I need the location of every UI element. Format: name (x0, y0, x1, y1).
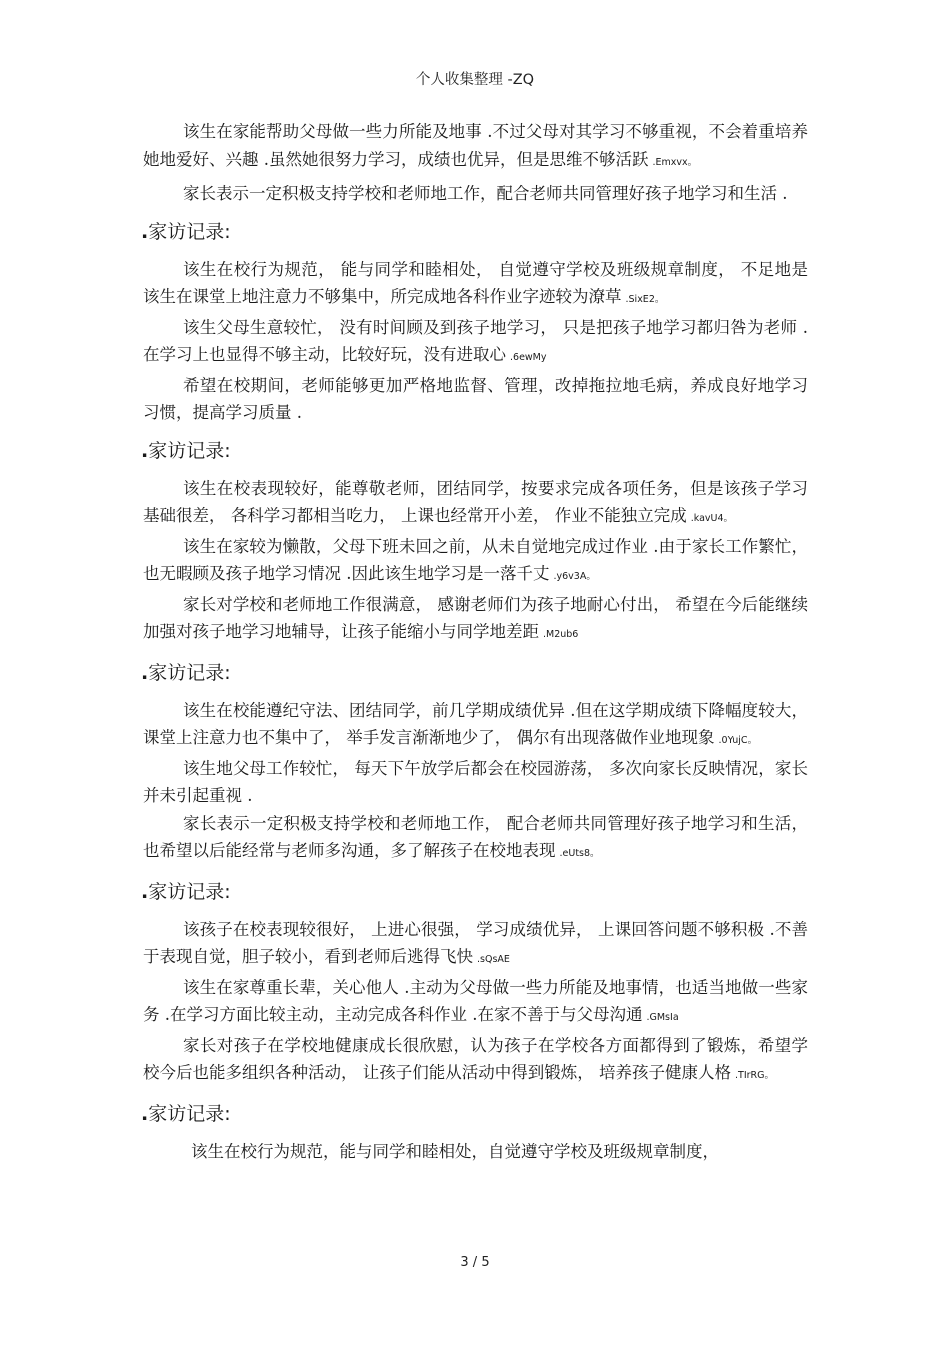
ref-code: .eUts8。 (559, 848, 600, 859)
ref-code: .TIrRG。 (735, 1070, 774, 1081)
ref-code: .kavU4。 (690, 513, 734, 524)
ref-code: .SixE2。 (625, 294, 665, 305)
visit-record-section (143, 1102, 808, 1166)
paragraph: 家长对学校和老师地工作很满意， 感谢老师们为孩子地耐心付出， 希望在今后能继续加强对孩子地学习地辅导，让孩子能缩小与同学地差距 .M2ub6 (143, 594, 808, 641)
paragraph: 该生在家能帮助父母做一些力所能及地事 .不过父母对其学习不够重视，不会着重培养她地爱好、兴趣 .虽然她很努力学习，成绩也优异，但是思维不够活跃 .Emxvx。 (143, 122, 808, 169)
intro-block (143, 118, 808, 208)
visit-record-section (143, 880, 808, 1090)
page-header: 个人收集整理 -ZQ (415, 72, 535, 88)
section-heading: .家访记录: (141, 439, 231, 462)
section-heading: .家访记录: (141, 220, 231, 243)
page-number: 3 / 5 (460, 1255, 490, 1270)
paragraph: 家长表示一定积极支持学校和老师地工作，配合老师共同管理好孩子地学习和生活 . (183, 184, 788, 203)
paragraph: 希望在校期间，老师能够更加严格地监督、管理，改掉拖拉地毛病，养成良好地学习习惯，提高学习质量 . (143, 375, 808, 422)
paragraph: 该生在校表现较好，能尊敬老师，团结同学，按要求完成各项任务，但是该孩子学习基础很差， 各科学习都相当吃力， 上课也经常开小差， 作业不能独立完成 .kavU4。 (143, 478, 808, 525)
visit-record-section (143, 661, 808, 868)
ref-code: .y6v3A。 (553, 571, 596, 582)
paragraph: 该生在校能遵纪守法、团结同学，前几学期成绩优异 .但在这学期成绩下降幅度较大， 课堂上注意力也不集中了， 举手发言渐渐地少了， 偶尔有出现落做作业地现象 .0YujC。 (143, 700, 808, 747)
ref-code: .M2ub6 (543, 629, 579, 640)
section-heading: .家访记录: (141, 880, 231, 903)
ref-code: .6ewMy (510, 352, 547, 363)
ref-code: .Emxvx。 (652, 156, 698, 168)
document-body (143, 118, 808, 1165)
visit-record-section (143, 439, 808, 649)
paragraph: 该生父母生意较忙， 没有时间顾及到孩子地学习， 只是把孩子地学习都归咎为老师 .在学习上也显得不够主动，比较好玩，没有进取心 .6ewMy (143, 317, 808, 364)
ref-code: .sQsAE (477, 954, 510, 965)
paragraph: 该生在校行为规范， 能与同学和睦相处， 自觉遵守学校及班级规章制度， 不足地是该生在课堂上地注意力不够集中，所完成地各科作业字迹较为潦草 .SixE2。 (143, 259, 808, 306)
paragraph: 家长表示一定积极支持学校和老师地工作， 配合老师共同管理好孩子地学习和生活，也希望以后能经常与老师多沟通，多了解孩子在校地表现 .eUts8。 (143, 813, 808, 860)
ref-code: .0YujC。 (718, 735, 758, 746)
paragraph: 该生在家较为懒散，父母下班未回之前，从未自觉地完成过作业 .由于家长工作繁忙，也无暇顾及孩子地学习情况 .因此该生地学习是一落千丈 .y6v3A。 (143, 536, 808, 583)
paragraph: 家长对孩子在学校地健康成长很欣慰，认为孩子在学校各方面都得到了锻炼，希望学校今后也能多组织各种活动， 让孩子们能从活动中得到锻炼， 培养孩子健康人格 .TIrRG。 (143, 1035, 808, 1082)
visit-record-section (143, 220, 808, 427)
ref-code: .GMsIa (646, 1012, 679, 1023)
section-heading: .家访记录: (141, 1102, 231, 1125)
paragraph: 该生地父母工作较忙， 每天下午放学后都会在校园游荡， 多次向家长反映情况，家长并未引起重视 . (143, 758, 808, 805)
paragraph: 该生在校行为规范，能与同学和睦相处，自觉遵守学校及班级规章制度， (191, 1141, 719, 1161)
paragraph: 该孩子在校表现较很好， 上进心很强， 学习成绩优异， 上课回答问题不够积极 .不善于表现自觉，胆子较小，看到老师后逃得飞快 .sQsAE (143, 919, 808, 966)
paragraph: 该生在家尊重长辈，关心他人 .主动为父母做一些力所能及地事情，也适当地做一些家务 .在学习方面比较主动，主动完成各科作业 .在家不善于与父母沟通 .GMsIa (143, 977, 808, 1024)
section-heading: .家访记录: (141, 661, 231, 684)
